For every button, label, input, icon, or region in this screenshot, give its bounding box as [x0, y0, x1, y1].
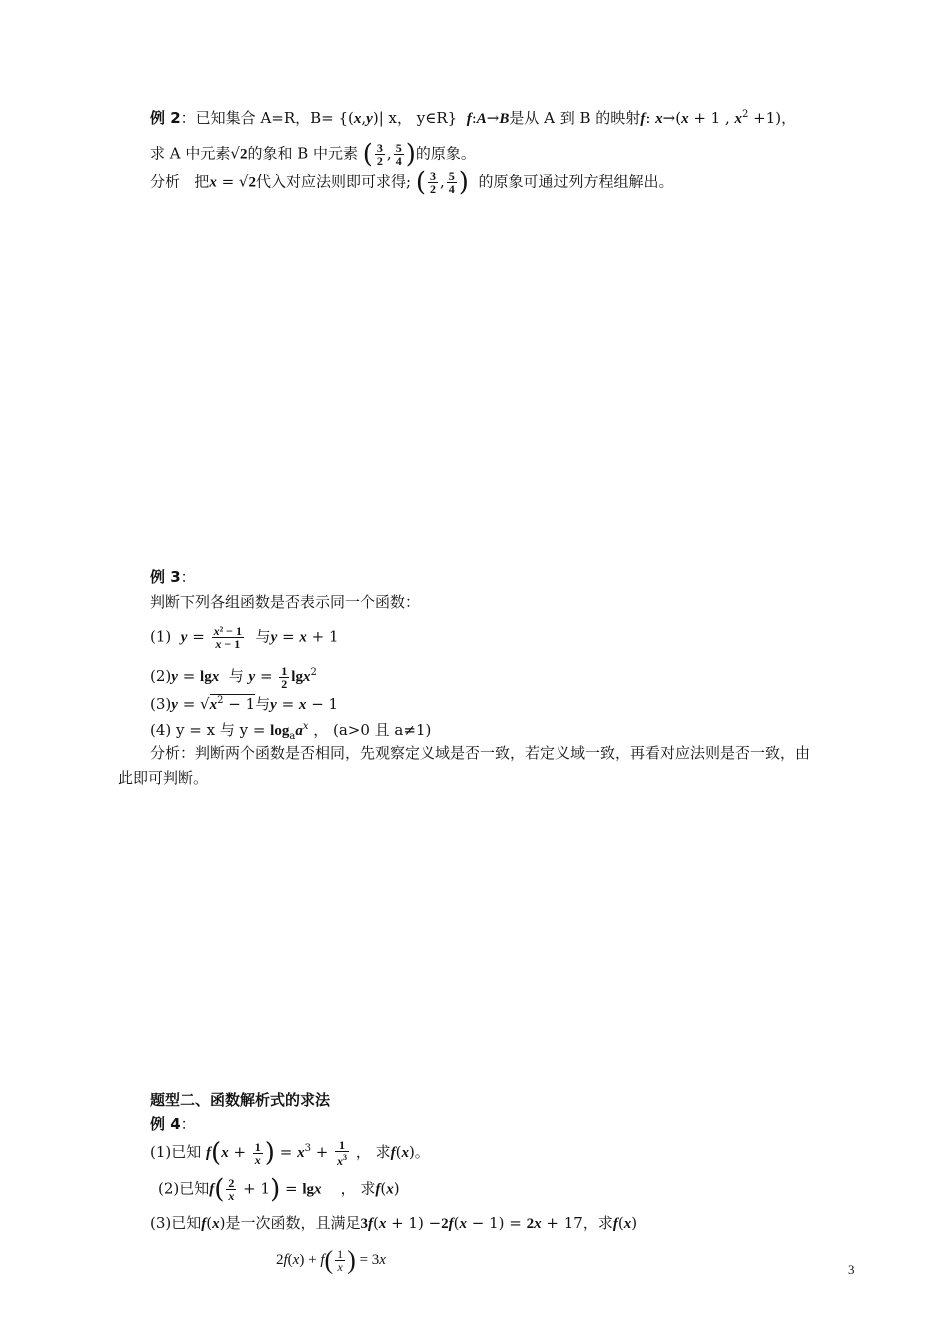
example-3-analysis-2: 此即可判断。 — [118, 769, 209, 787]
example-3-label: 例 3 — [150, 568, 181, 586]
example-2-line-2: 求 A 中元素√2的象和 B 中元素 ( $\frac{3}{2}$ , $\frac{5}{4}$ )的原象。 — [150, 139, 476, 170]
example-4-label-line: 例 4： — [150, 1115, 196, 1133]
example-4-equation: 2f(x) + f( $\frac{1}{x}$ ) = 3x — [276, 1245, 386, 1275]
example-4-item-3: (3)已知f(x)是一次函数，且满足3f(x + 1) −2f(x − 1) = 2x + 17，求f(x) — [150, 1214, 638, 1232]
example-3-item-3: $(3)y = √x^2 - 1$与y = x − 1 — [150, 695, 339, 713]
example-3-analysis-1: 分析：判断两个函数是否相同，先观察定义域是否一致，若定义域一致，再看对应法则是否一致，由 — [150, 744, 811, 762]
example-3-intro: 判断下列各组函数是否表示同一个函数： — [150, 593, 421, 611]
example-2-line-1: 例 2：已知集合 A=R，B= {(x,y)| x， y∈R} f:A→B是从 A 到 B 的映射f: x→(x + 1 , $x^2 +1$)， — [150, 109, 797, 127]
example-4-item-2: (2)已知f( $\frac{2}{x}$ + 1) = lgx ， 求f(x) — [158, 1174, 400, 1205]
example-2-analysis: 分析 把x = √2代入对应法则即可求得; ( $\frac{3}{2}$ , $\frac{5}{4}$ ) 的原象可通过列方程组解出。 — [150, 167, 674, 198]
example-2-label: 例 2 — [150, 109, 181, 127]
section-2-title: 题型二、函数解析式的求法 — [150, 1091, 331, 1109]
example-4-label: 例 4 — [150, 1115, 181, 1133]
example-3-item-2: (2)y = lgx 与 y = $\frac{1}{2}$ lgx$^2$ — [150, 663, 317, 691]
example-4-item-1: (1)已知 f(x + $\frac{1}{x}$ ) = $x^3$ + $\frac{1}{x^3}$ ， 求f(x)。 — [150, 1138, 430, 1168]
example-3-label-line: 例 3： — [150, 568, 196, 586]
example-3-item-4: (4) y = x 与 $y = \log_aa^x$ ， (a>0 且 a≠1) — [150, 721, 432, 742]
example-3-item-1: (1) y = $\frac{\text{x² − 1}}{x - 1}$ 与y = x + 1 — [150, 624, 339, 651]
page-number: 3 — [848, 1262, 855, 1277]
